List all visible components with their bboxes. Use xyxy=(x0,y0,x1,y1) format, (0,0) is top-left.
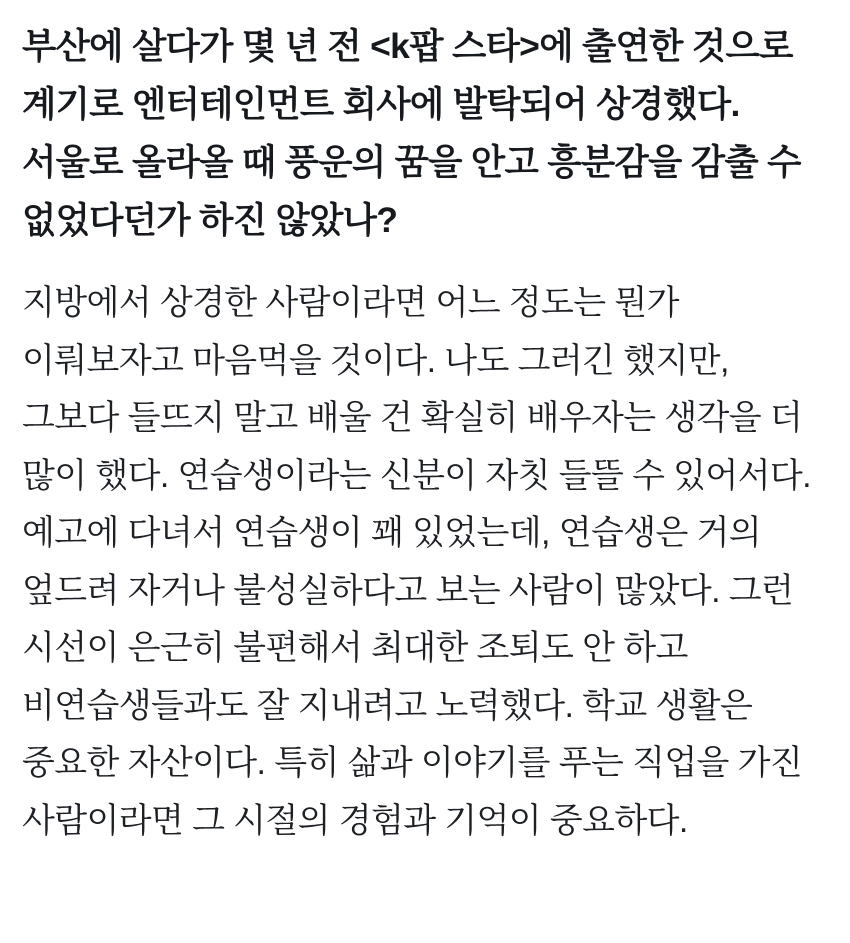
interview-question: 부산에 살다가 몇 년 전 <k팝 스타>에 출연한 것으로 계기로 엔터테인먼트 회사에 발탁되어 상경했다. 서울로 올라올 때 풍운의 꿈을 안고 흥분감을 감출 수 없었다던가 하진 않았나? xyxy=(22,26,801,240)
interview-answer: 지방에서 상경한 사람이라면 어느 정도는 뭔가 이뤄보자고 마음먹을 것이다. 나도 그러긴 했지만, 그보다 들뜨지 말고 배울 건 확실히 배우자는 생각을 더 많이 했다. 연습생이라는 신분이 자칫 들뜰 수 있어서다. 예고에 다녀서 연습생이 꽤 있었는데, 연습생은 거의 엎드려 자거나 불성실하다고 보는 사람이 많았다. 그런 시선이 은근히 불편해서 최대한 조퇴도 안 하고 비연습생들과도 잘 지내려고 노력했다. 학교 생활은 중요한 자산이다. 특히 삶과 이야기를 푸는 직업을 가진 사람이라면 그 시절의 경험과 기억이 중요하다. xyxy=(22,284,811,840)
